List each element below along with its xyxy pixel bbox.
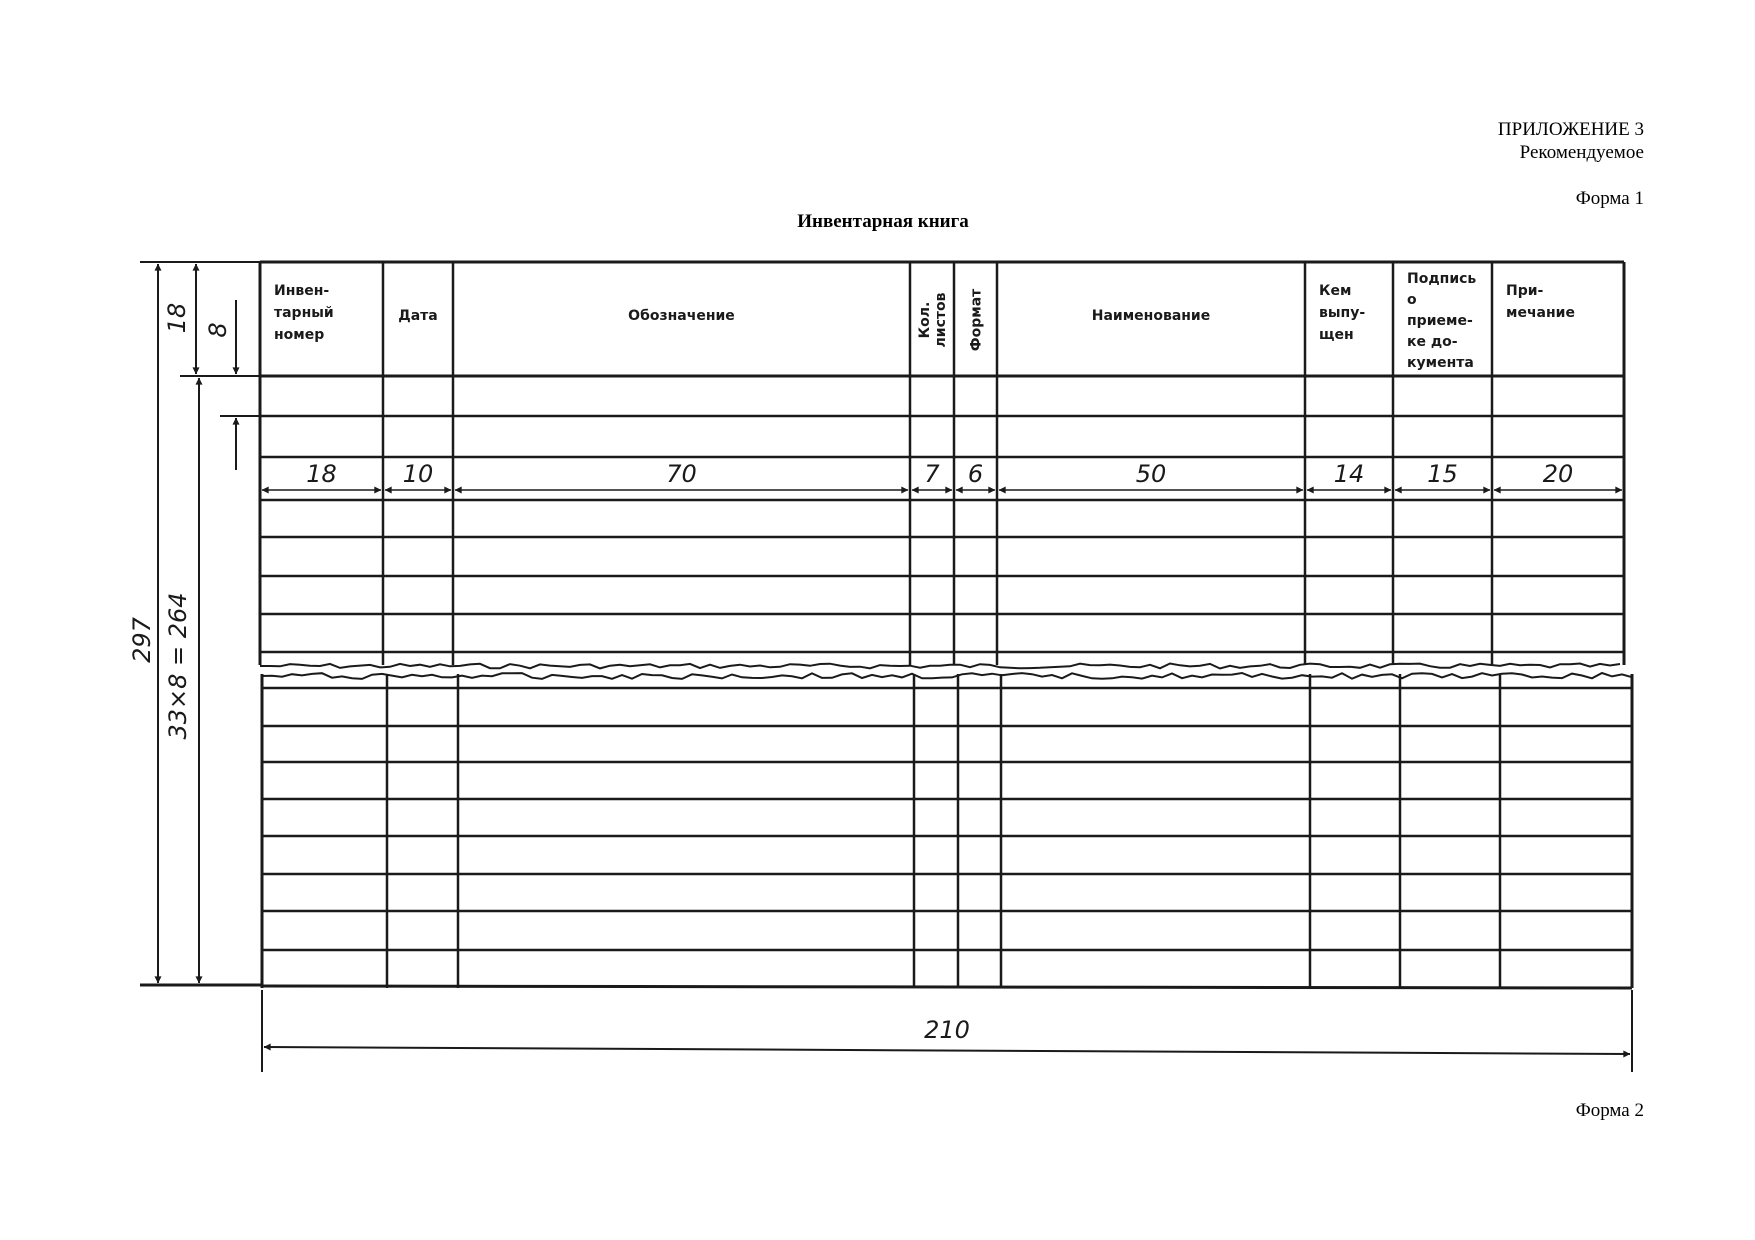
column-header-label: выпу- xyxy=(1319,305,1366,321)
column-header xyxy=(1506,283,1575,321)
column-header-label: листов xyxy=(933,292,949,348)
column-header xyxy=(274,283,334,343)
column-width-label: 50 xyxy=(1135,460,1167,488)
column-header xyxy=(969,288,985,351)
column-header-label: Обозначение xyxy=(628,308,735,324)
column-header-label: кумента xyxy=(1407,355,1474,371)
document-title: Инвентарная книга xyxy=(797,211,969,232)
column-header-label: Подпись xyxy=(1407,271,1477,287)
column-header-label: Формат xyxy=(968,288,985,352)
break-line-bottom xyxy=(262,673,1632,679)
column-header-label: Кол. xyxy=(917,301,933,339)
column-header-label: Инвен- xyxy=(274,283,330,299)
form-1-label: Форма 1 xyxy=(1575,188,1644,209)
break-line-top xyxy=(260,664,1620,669)
column-width-label: 18 xyxy=(306,460,337,488)
column-header-label: приеме- xyxy=(1407,313,1473,329)
column-width-label: 70 xyxy=(666,460,697,488)
header-height-label: 18 xyxy=(163,302,191,334)
form-2-label: Форма 2 xyxy=(1575,1100,1644,1121)
column-header-label: Наименование xyxy=(1091,308,1211,324)
table-bottom-border xyxy=(262,986,1632,988)
column-header-label: щен xyxy=(1319,327,1354,343)
column-header xyxy=(1319,283,1365,343)
table-width-dimension xyxy=(264,1047,1630,1054)
appendix-number: ПРИЛОЖЕНИЕ 3 xyxy=(1497,119,1644,140)
row-height-label: 8 xyxy=(204,322,232,338)
column-header-label: Дата xyxy=(398,308,438,324)
table-header xyxy=(274,271,1575,371)
column-width-label: 15 xyxy=(1427,460,1458,488)
table-width-label: 210 xyxy=(924,1016,970,1044)
column-width-label: 14 xyxy=(1333,460,1365,488)
column-width-label: 7 xyxy=(924,460,940,488)
column-width-label: 20 xyxy=(1542,460,1574,488)
column-header-label: номер xyxy=(274,327,325,343)
column-width-label: 10 xyxy=(402,460,434,488)
column-header xyxy=(1407,271,1476,371)
column-header xyxy=(398,308,437,324)
column-header-label: мечание xyxy=(1506,305,1575,321)
column-header xyxy=(917,292,949,347)
column-header xyxy=(1092,308,1211,324)
column-header xyxy=(628,308,735,324)
rows-height-label: 33×8 = 264 xyxy=(164,592,192,740)
column-header-label: При- xyxy=(1506,283,1544,299)
column-header-label: ке до- xyxy=(1407,334,1458,350)
column-header-label: тарный xyxy=(274,305,334,321)
column-header-label: Кем xyxy=(1319,283,1352,299)
column-header-label: о xyxy=(1407,292,1417,308)
column-width-label: 6 xyxy=(967,460,984,488)
appendix-status: Рекомендуемое xyxy=(1519,142,1644,163)
page-height-label: 297 xyxy=(128,617,156,663)
